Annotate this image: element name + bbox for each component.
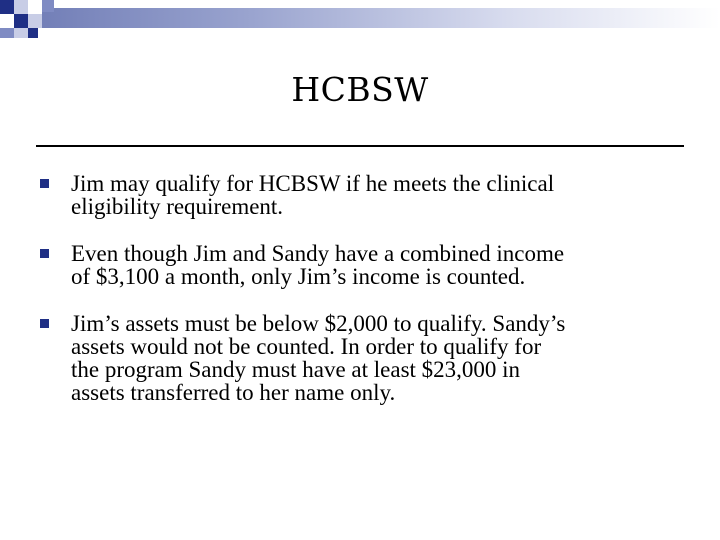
corner-square — [28, 14, 42, 28]
bullet-item-2 — [40, 242, 690, 288]
corner-square — [0, 14, 14, 28]
title-divider — [36, 145, 684, 147]
corner-square — [42, 0, 54, 12]
square-bullet-icon — [40, 319, 49, 328]
bullet-item-3 — [40, 312, 690, 404]
square-bullet-icon — [40, 179, 49, 188]
corner-square — [28, 28, 38, 38]
corner-square — [28, 0, 42, 14]
bullet-3-line-2: assets would not be counted. In order to qualify for — [71, 334, 542, 359]
bullet-2-line-1: Even though Jim and Sandy have a combined income — [71, 241, 565, 266]
bullet-list — [40, 172, 690, 428]
corner-square — [0, 0, 14, 14]
corner-square — [14, 0, 28, 14]
bullet-3-line-4: assets transferred to her name only. — [71, 380, 396, 405]
square-bullet-icon — [40, 249, 49, 258]
bullet-1-line-2: eligibility requirement. — [71, 194, 284, 219]
bullet-3-line-3: the program Sandy must have at least $23,000 in — [71, 357, 521, 382]
corner-square — [14, 28, 28, 38]
bullet-item-1 — [40, 172, 690, 218]
slide-title: HCBSW — [291, 70, 429, 109]
bullet-3-line-1: Jim’s assets must be below $2,000 to qualify. Sandy’s — [71, 311, 566, 336]
bullet-1-line-1: Jim may qualify for HCBSW if he meets the clinical — [71, 171, 555, 196]
decorative-top-band — [0, 8, 720, 28]
corner-square — [0, 28, 14, 38]
corner-square — [14, 14, 28, 28]
bullet-2-line-2: of $3,100 a month, only Jim’s income is counted. — [71, 264, 526, 289]
